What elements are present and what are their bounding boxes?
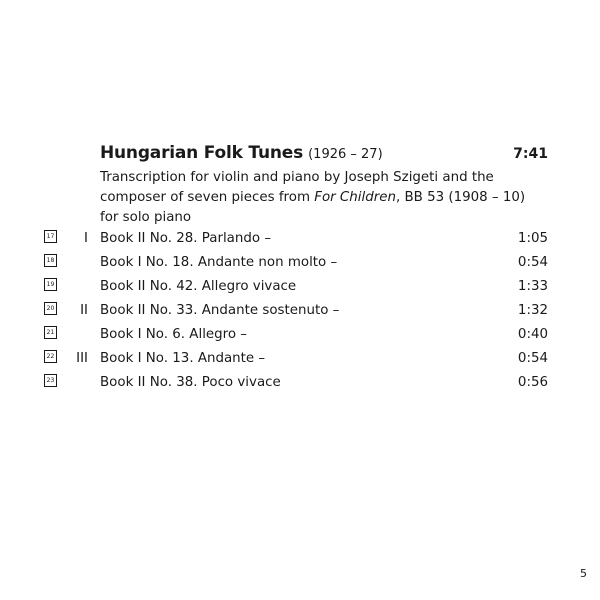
track-number-box: 19 [44, 278, 57, 291]
track-row [0, 372, 600, 396]
track-duration: 0:54 [517, 351, 548, 366]
track-number-box: 22 [44, 350, 57, 363]
track-title: Book I No. 13. Andante – [100, 351, 266, 366]
description-line-3: for solo piano [100, 210, 192, 225]
track-title: Book II No. 38. Poco vivace [100, 375, 281, 390]
track-row [0, 228, 600, 252]
track-title: Book I No. 18. Andante non molto – [100, 255, 338, 270]
track-list [0, 228, 600, 396]
track-duration: 1:33 [517, 279, 548, 294]
movement-numeral: II [80, 303, 88, 318]
work-title-line [100, 143, 548, 167]
track-title: Book II No. 33. Andante sostenuto – [100, 303, 340, 318]
track-duration: 1:05 [517, 231, 548, 246]
work-title: Hungarian Folk Tunes [100, 143, 304, 163]
track-row [0, 252, 600, 276]
track-number-box: 21 [44, 326, 57, 339]
track-title: Book II No. 42. Allegro vivace [100, 279, 297, 294]
description-italic-title: For Children [314, 190, 396, 205]
track-title: Book II No. 28. Parlando – [100, 231, 272, 246]
description-line-2-pre: composer of seven pieces from [100, 190, 315, 205]
track-row [0, 324, 600, 348]
movement-numeral: I [84, 231, 88, 246]
work-total-duration: 7:41 [513, 146, 548, 162]
work-years: (1926 – 27) [308, 147, 383, 162]
track-number-box: 18 [44, 254, 57, 267]
track-duration: 1:32 [517, 303, 548, 318]
track-row [0, 300, 600, 324]
track-number-box: 17 [44, 230, 57, 243]
track-row [0, 348, 600, 372]
movement-numeral: III [76, 351, 88, 366]
track-title: Book I No. 6. Allegro – [100, 327, 248, 342]
track-duration: 0:40 [517, 327, 548, 342]
description-line-1: Transcription for violin and piano by Joseph Szigeti and the [100, 170, 494, 185]
page-number: 5 [580, 567, 587, 580]
work-header [100, 143, 548, 228]
track-duration: 0:54 [517, 255, 548, 270]
track-number-box: 23 [44, 374, 57, 387]
track-row [0, 276, 600, 300]
description-line-2 [100, 188, 548, 208]
work-description [100, 168, 548, 228]
track-number-box: 20 [44, 302, 57, 315]
track-duration: 0:56 [517, 375, 548, 390]
description-line-2-post: , BB 53 (1908 – 10) [395, 190, 526, 205]
